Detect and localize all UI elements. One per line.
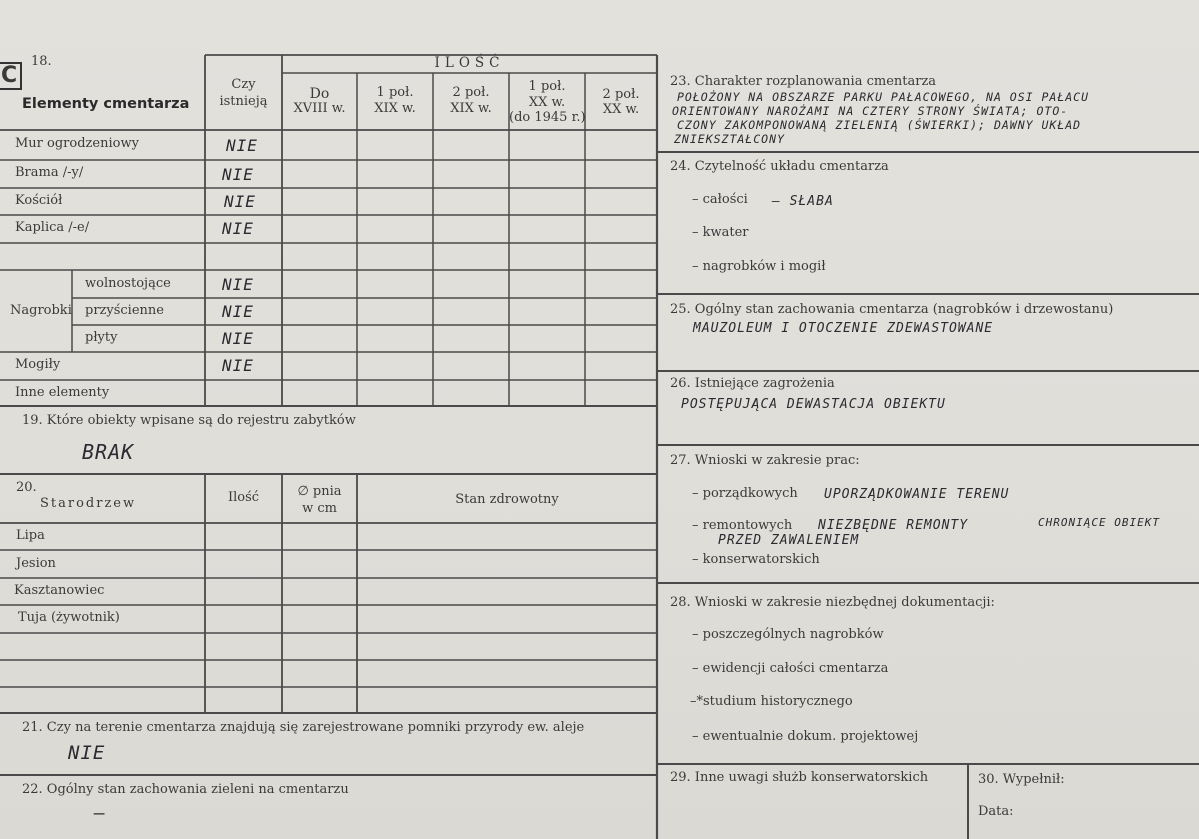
answer-freestanding: NIE [222,275,254,294]
section-24-item-tombstones: – nagrobków i mogił [692,259,826,274]
section-24-item-quarters: – kwater [692,225,749,240]
section-27-item-tidying: – porządkowych [692,486,798,501]
period-col-4-a: 1 poł. [528,79,566,94]
section-23-answer-line-4: ZNIEKSZTAŁCONY [674,132,785,146]
section-23-answer-line-2: ORIENTOWANY NAROŻAMI NA CZTERY STRONY ŚWIATA; OTO- [672,104,1069,118]
section-29-question: 29. Inne uwagi służb konserwatorskich [670,770,929,785]
section-26-question: 26. Istniejące zagrożenia [670,376,835,391]
section-27-answer-tidying: UPORZĄDKOWANIE TERENU [824,487,1010,502]
section-20-title: Starodrzew [40,496,137,511]
col-diameter-b: w cm [302,501,337,516]
section-30-date: Data: [978,804,1014,819]
section-20-number: 20. [16,480,37,495]
col-health: Stan zdrowotny [455,492,559,507]
period-col-5-a: 2 poł. [602,87,640,102]
section-22-question: 22. Ogólny stan zachowania zieleni na cmentarzu [22,782,349,797]
row-label-gate: Brama /-y/ [15,165,84,180]
row-label-wall-mounted: przyścienne [85,303,164,318]
corner-mark: C [0,62,22,90]
section-28-item-2: – ewidencji całości cmentarza [692,661,889,676]
section-24-question: 24. Czytelność układu cmentarza [670,159,889,174]
period-col-2-b: XIX w. [374,101,416,116]
section-18-number: 18. [31,54,52,69]
period-col-3-b: XIX w. [450,101,492,116]
section-27-answer-repairs-3: PRZED ZAWALENIEM [718,533,860,548]
period-col-4-b: XX w. [528,95,566,110]
col-diameter-a: ∅ pnia [297,484,342,499]
row-label-freestanding: wolnostojące [85,276,171,291]
row-label-church: Kościół [15,193,63,208]
answer-wall: NIE [226,136,258,155]
section-19-question: 19. Które obiekty wpisane są do rejestru zabytków [22,413,356,428]
period-col-1-a: Do [309,86,330,102]
section-28-question: 28. Wnioski w zakresie niezbędnej dokumentacji: [670,595,995,610]
section-25-answer: MAUZOLEUM I OTOCZENIE ZDEWASTOWANE [693,321,994,336]
section-30-filled-by: 30. Wypełnił: [978,772,1065,787]
period-col-2-a: 1 poł. [376,85,414,100]
tree-linden: Lipa [16,528,45,543]
tree-ash: Jesion [16,556,56,571]
answer-wall-mounted: NIE [222,302,254,321]
section-23-answer-line-1: POŁOŻONY NA OBSZARZE PARKU PAŁACOWEGO, NA OSI PAŁACU [677,90,1090,104]
row-label-graves: Mogiły [15,357,61,372]
section-27-question: 27. Wnioski w zakresie prac: [670,453,860,468]
period-col-1-b: XVIII w. [293,101,346,116]
section-27-answer-repairs-1: NIEZBĘDNE REMONTY [818,518,969,533]
answer-church: NIE [224,192,256,211]
answer-slabs: NIE [222,329,254,348]
section-27-item-repairs: – remontowych [692,518,793,533]
col-exists-line1: Czy [231,77,256,92]
section-19-answer: BRAK [82,440,135,464]
section-21-answer: NIE [68,742,106,764]
answer-chapel: NIE [222,219,254,238]
tree-thuja: Tuja (żywotnik) [18,610,120,625]
col-exists-line2: istnieją [219,94,268,109]
section-27-item-conservation: – konserwatorskich [692,552,820,567]
answer-gate: NIE [222,165,254,184]
section-23-answer-line-3: CZONY ZAKOMPONOWANĄ ZIELENIĄ (ŚWIERKI); DAWNY UKŁAD [677,118,1082,132]
col-quantity: Ilość [227,490,260,505]
section-28-item-1: – poszczególnych nagrobków [692,627,884,642]
section-28-item-3: –*studium historycznego [690,694,853,709]
row-label-chapel: Kaplica /-e/ [15,220,90,235]
tree-chestnut: Kasztanowiec [14,583,105,598]
section-21-question: 21. Czy na terenie cmentarza znajdują się zarejestrowane pomniki przyrody ew. aleje [22,720,585,735]
section-28-item-4: – ewentualnie dokum. projektowej [692,729,919,744]
row-label-other: Inne elementy [15,385,110,400]
quantity-header: ILOŚĆ [434,55,505,71]
answer-graves: NIE [222,356,254,375]
row-label-slabs: płyty [85,330,118,345]
section-23-question: 23. Charakter rozplanowania cmentarza [670,74,937,89]
section-27-answer-repairs-2: CHRONIĄCE OBIEKT [1038,516,1160,529]
section-25-question: 25. Ogólny stan zachowania cmentarza (nagrobków i drzewostanu) [670,302,1114,317]
section-24-answer-whole: – SŁABA [772,194,834,209]
period-col-5-b: XX w. [602,102,640,117]
row-label-wall: Mur ogrodzeniowy [15,136,139,151]
section-22-answer: – [94,803,106,824]
section-26-answer: POSTĘPUJĄCA DEWASTACJA OBIEKTU [681,397,946,412]
row-label-tombstones: Nagrobki [10,303,72,318]
period-col-3-a: 2 poł. [452,85,490,100]
section-18-title: Elementy cmentarza [22,96,190,112]
period-col-4-c: (do 1945 r.) [509,110,586,125]
section-24-item-whole: – całości [692,192,748,207]
